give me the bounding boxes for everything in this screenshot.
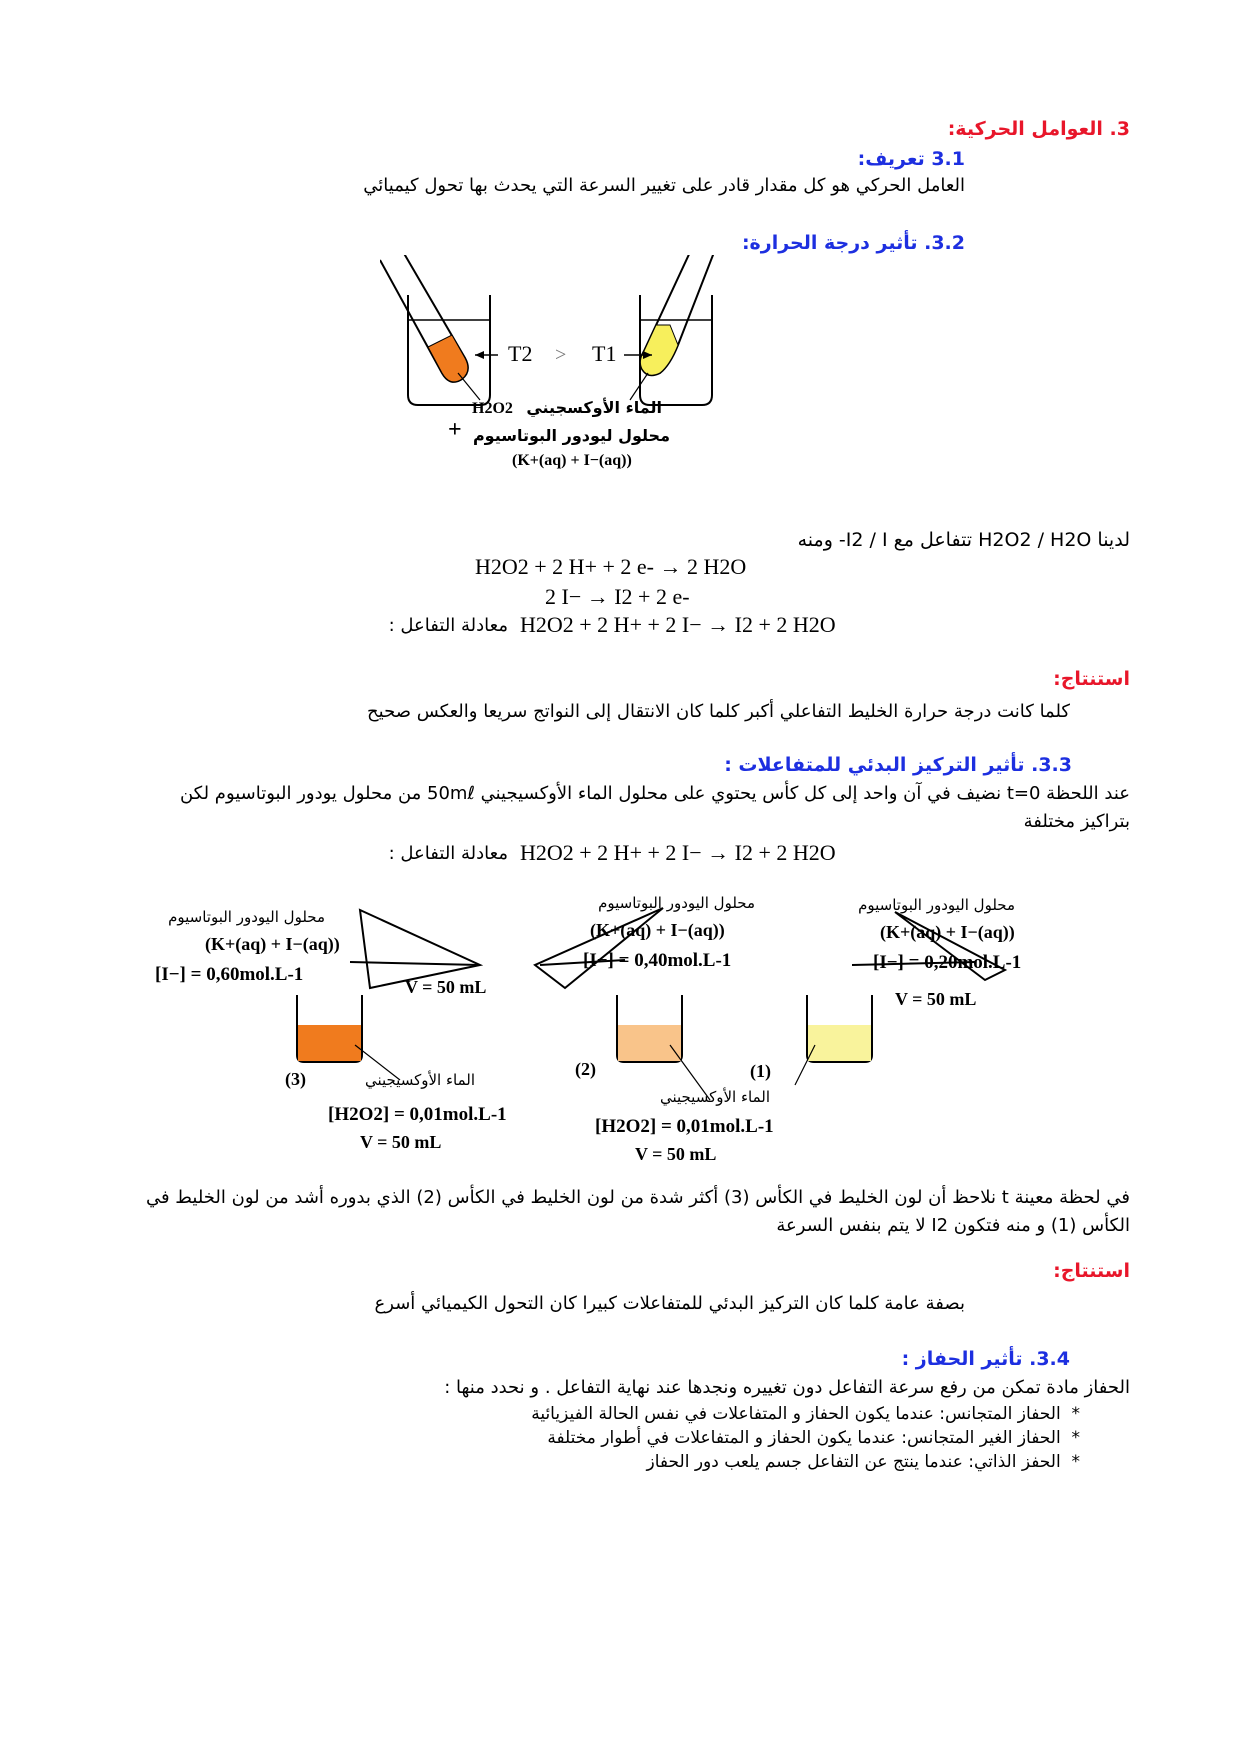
pointer-1 [795,1045,815,1085]
observation-text: في لحظة معينة t نلاحظ أن لون الخليط في الكأس (3) أكثر شدة من لون الخليط في الكأس (2) الذي بدوره أشد من لون الخليط في الكأس (1) و منه فتكون I2 لا يتم بنفس السرعة [145,1187,1130,1236]
conclusion-2-title: استنتاج: [1053,1260,1130,1282]
ki-formula-2: (K+(aq) + I−(aq)) [590,920,725,940]
conclusion-1-title: استنتاج: [1053,668,1130,690]
left-pointer-line [458,373,480,400]
ki-label: محلول ليودور البوتاسيوم [472,426,670,445]
equation-1: H2O2 + 2 H+ + 2 e- → 2 H2O [475,554,747,579]
h2o2-conc-left: [H2O2] = 0,01mol.L-1 [328,1104,507,1125]
t2-label: T2 [508,341,533,366]
bullet-text: الحفاز المتجانس: عندما يكون الحفاز و المتفاعلات في نفس الحالة الفيزيائية [531,1404,1061,1424]
section-3-title: 3. العوامل الحركية: [947,118,1130,140]
t1-label: T1 [592,341,617,366]
equation-4: H2O2 + 2 H+ + 2 I− → I2 + 2 H2O [520,840,836,865]
funnel-3-level [350,962,480,965]
plus-sign: + [448,417,462,443]
v-label-right: V = 50 mL [635,1144,717,1164]
bullet-text: الحفز الذاتي: عندما ينتج عن التفاعل جسم يلعب دور الحفاز [646,1452,1061,1472]
t2-arrowhead [475,351,484,359]
definition-text: العامل الحركي هو كل مقدار قادر على تغيير السرعة التي يحدث بها تحول كيميائي [363,175,965,196]
equation-3-label: معادلة التفاعل : [388,615,508,636]
bullet-mark: * [1071,1404,1080,1424]
equation-4-label: معادلة التفاعل : [388,843,508,864]
conclusion-1-text: كلما كانت درجة حرارة الخليط التفاعلي أكبر كلما كان الانتقال إلى النواتج سريعا والعكس صحيح [367,701,1070,722]
ki-formula: (K+(aq) + I−(aq)) [512,452,632,469]
water-label-left: الماء الأوكسيجيني [364,1071,475,1089]
ki-label-3: محلول اليودور البوتاسيوم [168,908,325,926]
v-label-1: V = 50 mL [895,989,977,1009]
beaker-3-label: (3) [285,1069,306,1089]
water-label: الماء الأوكسجيني [526,398,662,417]
beaker-1-label: (1) [750,1061,771,1081]
list-item [531,1402,1080,1426]
conc-1: [I−] = 0,20mol.L-1 [873,952,1022,973]
ki-formula-1: (K+(aq) + I−(aq)) [880,922,1015,942]
beaker-2-label: (2) [575,1059,596,1079]
beaker-3-liquid [298,1025,361,1061]
conclusion-2-text: بصفة عامة كلما كان التركيز البدئي للمتفاعلات كبيرا كان التحول الكيميائي أسرع [374,1293,965,1314]
right-tube-liquid [640,325,678,375]
temperature-figure [380,255,800,530]
greater-than-sign: > [555,344,567,366]
list-item [531,1450,1080,1474]
section-3-3-title: 3.3. تأثير التركيز البدئي للمتفاعلات : [724,754,1072,776]
section-3-4-title: 3.4. تأثير الحفاز : [901,1348,1070,1370]
conc-2: [I−] = 0,40mol.L-1 [583,950,732,971]
left-tube-liquid [428,335,468,382]
bullet-mark: * [1071,1452,1080,1472]
catalyst-list [531,1402,1080,1474]
section-3-2-title: 3.2. تأثير درجة الحرارة: [741,232,965,254]
v-label-left: V = 50 mL [360,1132,442,1152]
ki-label-2: محلول اليودور البوتاسيوم [598,894,755,912]
section-3-4-text: الحفاز مادة تمكن من رفع سرعة التفاعل دون تغييره ونجدها عند نهاية التفاعل . و نحدد منها : [444,1377,1130,1398]
section-3-1-title: 3.1 تعريف: [857,148,965,170]
equation-3: H2O2 + 2 H+ + 2 I− → I2 + 2 H2O [520,612,836,637]
list-item [531,1426,1080,1450]
equation-2: 2 I− → I2 + 2 e- [545,584,690,609]
section-3-3-text: عند اللحظة t=0 نضيف في آن واحد إلى كل كأس يحتوي على محلول الماء الأوكسيجيني 50mℓ من محلول يودور البوتاسيوم لكن بتراكيز مختلفة [179,783,1130,832]
h2o2-label: H2O2 [472,400,513,417]
bullet-text: الحفاز الغير المتجانس: عندما يكون الحفاز و المتفاعلات في أطوار مختلفة [547,1428,1061,1448]
water-label-right: الماء الأوكسيجيني [659,1088,770,1106]
ki-label-1: محلول اليودور البوتاسيوم [858,896,1015,914]
conc-3: [I−] = 0,60mol.L-1 [155,964,304,985]
intro-line: لدينا H2O2 / H2O تتفاعل مع I2 / I- ومنه [797,529,1130,551]
v-label-funnel: V = 50 mL [405,977,487,997]
h2o2-conc-right: [H2O2] = 0,01mol.L-1 [595,1116,774,1137]
beaker-1-liquid [808,1025,871,1061]
beaker-2-liquid [618,1025,681,1061]
bullet-mark: * [1071,1428,1080,1448]
concentration-figure [155,870,1145,1170]
ki-formula-3: (K+(aq) + I−(aq)) [205,934,340,954]
